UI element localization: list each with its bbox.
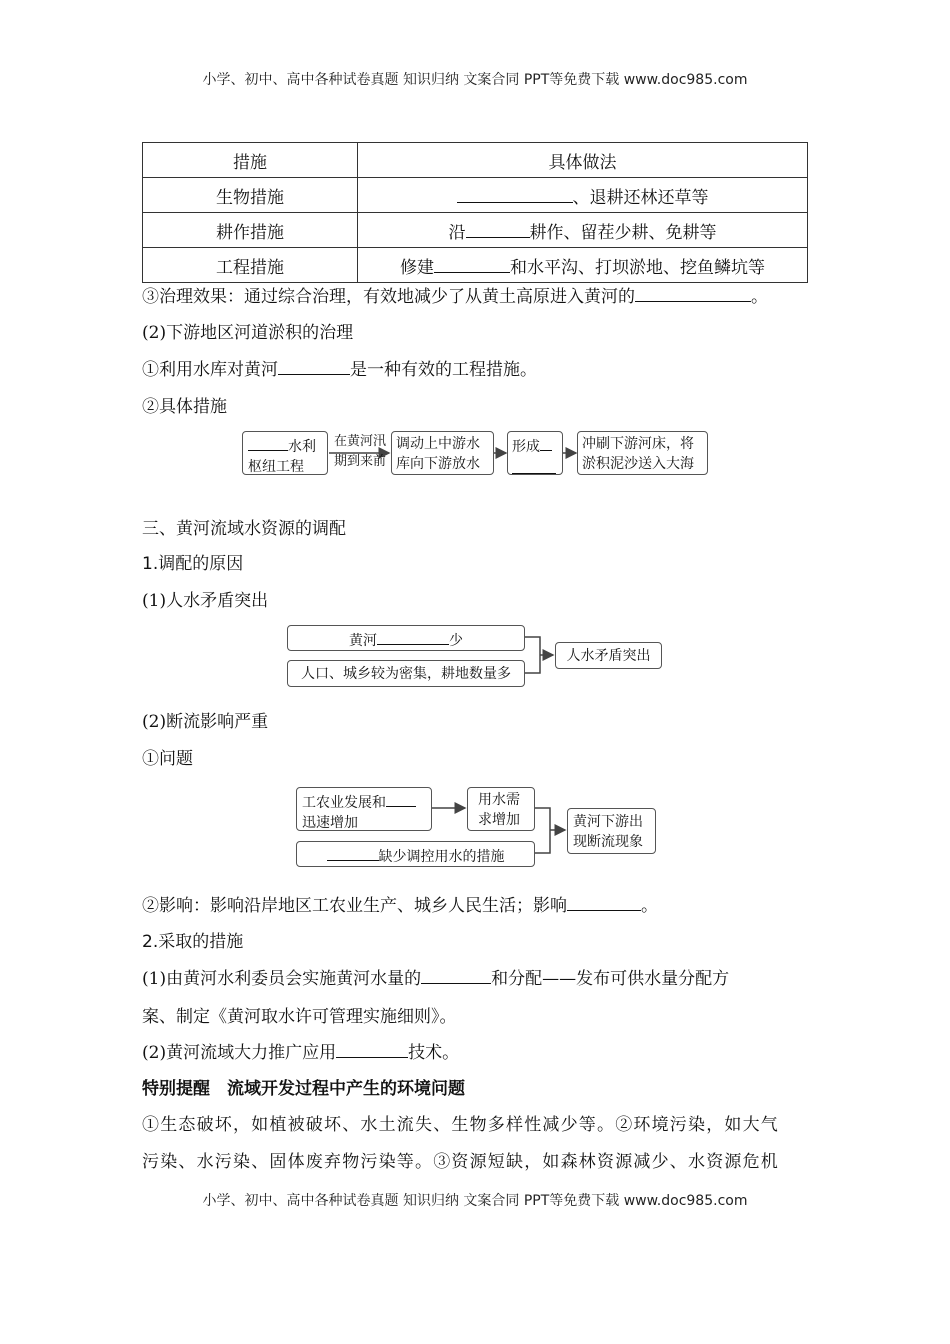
subsection-heading: (1)人水矛盾突出 <box>142 591 269 611</box>
text: 水利 <box>288 439 316 455</box>
text: 少 <box>449 633 463 649</box>
text: 和分配——发布可供水量分配方 <box>491 969 730 989</box>
table-cell: 工程措施 <box>143 248 358 283</box>
measure-1-continued: 案、制定《黄河取水许可管理实施细则》。 <box>142 1007 457 1027</box>
text: 技术。 <box>408 1043 460 1063</box>
table-header-cell: 措施 <box>143 143 358 178</box>
problem-label: ①问题 <box>142 749 193 769</box>
cell-text: 耕作、留茬少耕、免耕等 <box>529 222 717 243</box>
text: (1)由黄河水利委员会实施黄河水量的 <box>142 969 422 989</box>
flow-box-cutoff <box>567 808 656 854</box>
text: 缺少调控用水的措施 <box>378 849 505 865</box>
text: ③治理效果：通过综合治理，有效地减少了从黄土高原进入黄河的 <box>142 287 635 307</box>
text: ①利用水库对黄河 <box>142 360 278 380</box>
box-line: 求增加 <box>478 812 520 828</box>
fill-blank <box>421 967 491 984</box>
tip-paragraph-line: 污染、水污染、固体废弃物污染等。③资源短缺，如森林资源减少、水资源危机 <box>142 1152 779 1172</box>
table-cell: 耕作措施 <box>143 213 358 248</box>
box-line: 黄河下游出 <box>573 814 643 830</box>
flow-box-demand <box>467 787 535 831</box>
text: 。 <box>751 287 768 307</box>
box-line: 现断流现象 <box>573 834 643 850</box>
cell-text: 沿 <box>448 222 466 243</box>
box-line: 用水需 <box>478 792 520 808</box>
cell-text: 、退耕还林还草等 <box>572 187 709 208</box>
box-line <box>302 790 426 813</box>
fill-blank <box>386 790 416 807</box>
subsection-heading: 2.采取的措施 <box>142 932 244 952</box>
measure-2 <box>142 1041 459 1065</box>
box-line: 冲刷下游河床，将 <box>582 436 694 452</box>
flow-box-result: 人水矛盾突出 <box>555 642 662 669</box>
label-line: 在黄河汛 <box>334 434 387 449</box>
text: ②影响：影响沿岸地区工农业生产、城乡人民生活；影响 <box>142 896 567 916</box>
measures-label: ②具体措施 <box>142 397 227 417</box>
page-footer: 小学、初中、高中各种试卷真题 知识归纳 文案合同 PPT等免费下载 www.doc985.com <box>202 1193 748 1209</box>
tip-title: 特别提醒 流域开发过程中产生的环境问题 <box>142 1079 465 1099</box>
measure-1 <box>142 967 729 991</box>
fill-blank <box>567 894 641 911</box>
text: (2)黄河流域大力推广应用 <box>142 1043 337 1063</box>
section-heading: 三、黄河流域水资源的调配 <box>142 519 346 539</box>
text: 工农业发展和 <box>302 795 386 811</box>
subsection-heading: 1.调配的原因 <box>142 554 244 574</box>
flow-box-growth <box>296 787 432 831</box>
fill-blank <box>327 844 379 861</box>
flow-box-population: 人口、城乡较为密集，耕地数量多 <box>287 660 525 687</box>
subsection-heading: (2)断流影响严重 <box>142 712 269 732</box>
bracket-line <box>535 808 550 853</box>
cell-text: 修建 <box>400 257 434 278</box>
box-line: 枢纽工程 <box>248 459 304 475</box>
text: 。 <box>641 896 658 916</box>
text: 黄河 <box>349 633 377 649</box>
box-line: 库向下游放水 <box>396 456 480 472</box>
label-line: 期到来前 <box>334 454 387 469</box>
impact-line <box>142 894 658 918</box>
table-header-cell: 具体做法 <box>358 143 808 178</box>
cell-text: 和水平沟、打坝淤地、挖鱼鳞坑等 <box>510 257 765 278</box>
flow-box-regulation <box>296 841 535 867</box>
tip-paragraph-line: ①生态破坏，如植被破坏、水土流失、生物多样性减少等。②环境污染，如大气 <box>142 1115 779 1135</box>
page-header: 小学、初中、高中各种试卷真题 知识归纳 文案合同 PPT等免费下载 www.doc985.com <box>202 72 748 88</box>
box-line: 调动上中游水 <box>396 436 480 452</box>
text: 形成 <box>512 439 540 455</box>
fill-blank <box>336 1041 408 1058</box>
box-line: 迅速增加 <box>302 815 358 831</box>
subsection-heading: (2)下游地区河道淤积的治理 <box>142 323 354 343</box>
box-line: 淤积泥沙送入大海 <box>582 456 694 472</box>
table-cell: 生物措施 <box>143 178 358 213</box>
text: 是一种有效的工程措施。 <box>350 360 537 380</box>
